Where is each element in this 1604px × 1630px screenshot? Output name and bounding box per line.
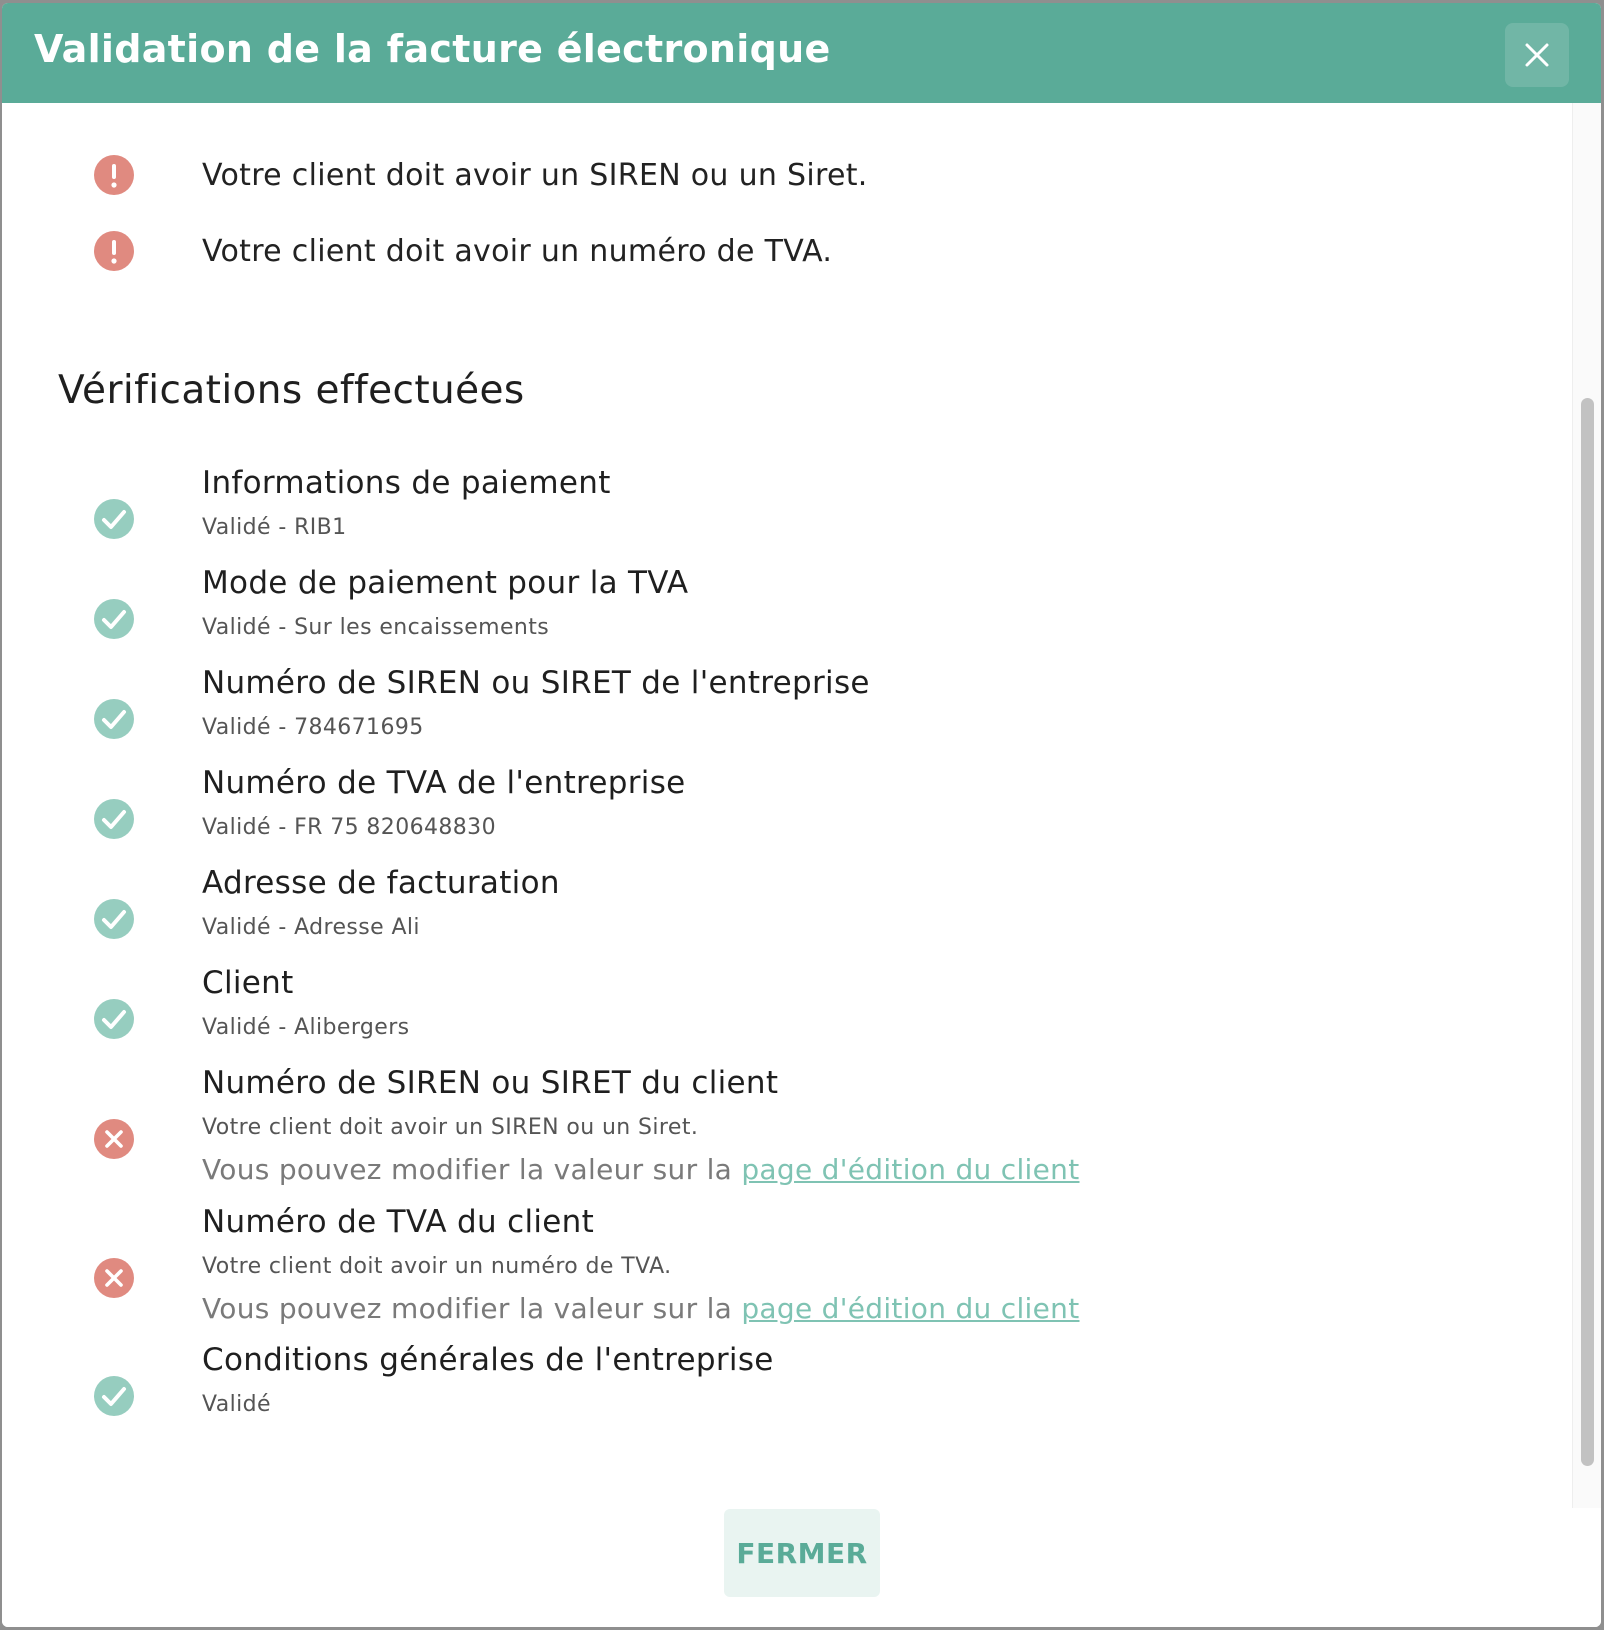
check-hint [202,1153,1080,1186]
modal-body[interactable] [2,103,1572,1508]
check-icon [94,1376,134,1416]
check-title: Numéro de TVA du client [202,1204,595,1240]
warning-item [94,229,833,273]
warning-item [94,153,868,197]
check-subtitle: Validé - Sur les encaissements [202,615,550,640]
exclamation-icon [94,155,134,195]
section-title: Vérifications effectuées [58,368,525,413]
hint-text: Vous pouvez modifier la valeur sur la [202,1153,742,1186]
check-title: Numéro de TVA de l'entreprise [202,765,686,801]
check-title: Adresse de facturation [202,865,560,901]
check-subtitle: Validé - Alibergers [202,1015,410,1040]
hint-text: Vous pouvez modifier la valeur sur la [202,1292,742,1325]
error-x-icon [94,1119,134,1159]
check-subtitle: Validé [202,1392,271,1417]
check-subtitle: Votre client doit avoir un numéro de TVA. [202,1254,672,1279]
check-icon [94,599,134,639]
warning-text: Votre client doit avoir un SIREN ou un Siret. [202,157,868,193]
fermer-button[interactable]: FERMER [724,1509,880,1597]
check-subtitle: Validé - 784671695 [202,715,424,740]
check-title: Informations de paiement [202,465,611,501]
close-button[interactable] [1505,23,1569,87]
scrollbar-thumb[interactable] [1581,398,1594,1466]
exclamation-icon [94,231,134,271]
check-hint [202,1292,1080,1325]
client-edit-link[interactable]: page d'édition du client [741,1153,1080,1186]
check-icon [94,999,134,1039]
warning-text: Votre client doit avoir un numéro de TVA. [202,233,833,269]
check-title: Mode de paiement pour la TVA [202,565,689,601]
modal-title: Validation de la facture électronique [34,27,831,71]
validation-modal [2,3,1601,1627]
check-subtitle: Votre client doit avoir un SIREN ou un Siret. [202,1115,699,1140]
check-icon [94,899,134,939]
client-edit-link[interactable]: page d'édition du client [741,1292,1080,1325]
check-icon [94,699,134,739]
check-subtitle: Validé - Adresse Ali [202,915,420,940]
error-x-icon [94,1258,134,1298]
check-title: Client [202,965,294,1001]
check-icon [94,799,134,839]
modal-header [2,3,1601,103]
modal-footer [2,1508,1601,1627]
check-title: Numéro de SIREN ou SIRET de l'entreprise [202,665,870,701]
close-icon [1524,42,1550,68]
check-icon [94,499,134,539]
check-title: Conditions générales de l'entreprise [202,1342,774,1378]
check-title: Numéro de SIREN ou SIRET du client [202,1065,779,1101]
scrollbar-track[interactable] [1572,103,1601,1508]
check-subtitle: Validé - RIB1 [202,515,347,540]
check-subtitle: Validé - FR 75 820648830 [202,815,496,840]
